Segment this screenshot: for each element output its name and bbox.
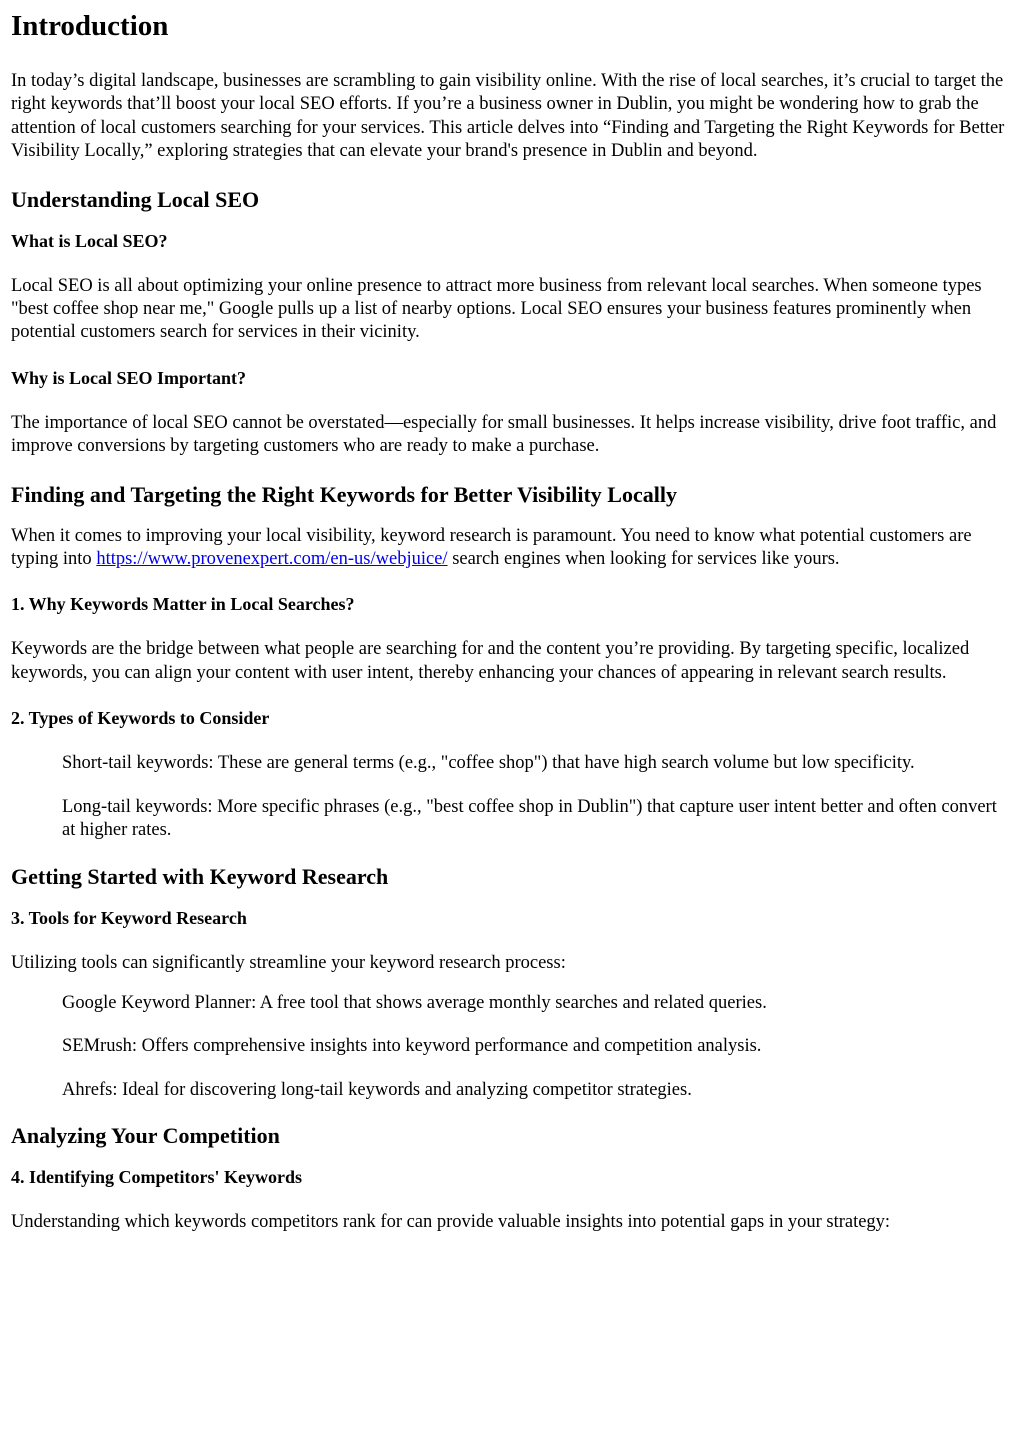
section-heading-local-seo: Understanding Local SEO bbox=[11, 186, 260, 212]
subheading-tools: 3. Tools for Keyword Research bbox=[11, 907, 247, 928]
provenexpert-link[interactable]: https://www.provenexpert.com/en-us/webjuice/ bbox=[96, 549, 448, 570]
paragraph-text-before-link: When it comes to improving your local visibility, keyword research is paramount. You need to know what potential customers are typing into bbox=[11, 525, 972, 570]
subheading-types-of-keywords: 2. Types of Keywords to Consider bbox=[11, 708, 270, 729]
paragraph-competitors: Understanding which keywords competitors rank for can provide valuable insights into potential gaps in your strategy: bbox=[11, 1212, 891, 1233]
list-item-long-tail: Long-tail keywords: More specific phrases (e.g., "best coffee shop in Dublin") that capture user intent better and often convert at higher rates. bbox=[62, 796, 997, 841]
section-heading-keywords: Finding and Targeting the Right Keywords for Better Visibility Locally bbox=[11, 481, 677, 507]
paragraph-tools-intro: Utilizing tools can significantly streamline your keyword research process: bbox=[11, 952, 566, 973]
subheading-identifying-competitors: 4. Identifying Competitors' Keywords bbox=[11, 1167, 302, 1188]
section-heading-research: Getting Started with Keyword Research bbox=[11, 863, 389, 889]
subheading-why-local-seo: Why is Local SEO Important? bbox=[11, 367, 247, 388]
paragraph-why-local-seo: The importance of local SEO cannot be overstated—especially for small businesses. It helps increase visibility, drive foot traffic, and improve conversions by targeting customers who are ready to make a purchase. bbox=[11, 412, 997, 457]
subheading-what-is-local-seo: What is Local SEO? bbox=[11, 230, 168, 251]
list-item-ahrefs: Ahrefs: Ideal for discovering long-tail keywords and analyzing competitor strategies. bbox=[62, 1079, 692, 1100]
keyword-types-list bbox=[11, 752, 1013, 842]
list-item-semrush: SEMrush: Offers comprehensive insights into keyword performance and competition analysis. bbox=[62, 1036, 762, 1057]
subheading-why-keywords-matter: 1. Why Keywords Matter in Local Searches? bbox=[11, 594, 355, 615]
list-item-short-tail: Short-tail keywords: These are general terms (e.g., "coffee shop") that have high search volume but low specificity. bbox=[62, 753, 915, 774]
paragraph-what-is-local-seo: Local SEO is all about optimizing your online presence to attract more business from relevant local searches. When someone types "best coffee shop near me," Google pulls up a list of nearby options. Local SEO ensures your business features prominently when potential customers search for services in their vicinity. bbox=[11, 275, 982, 343]
paragraph-why-keywords-matter: Keywords are the bridge between what people are searching for and the content you’re providing. By targeting specific, localized keywords, you can align your content with user intent, thereby enhancing your chances of appearing in relevant search results. bbox=[11, 639, 970, 683]
intro-paragraph: In today’s digital landscape, businesses are scrambling to gain visibility online. With the rise of local searches, it’s crucial to target the right keywords that’ll boost your local SEO efforts. If you’re a business owner in Dublin, you might be wondering how to grab the attention of local customers searching for your services. This article delves into “Finding and Targeting the Right Keywords for Better Visibility Locally,” exploring strategies that can elevate your brand's presence in Dublin and beyond. bbox=[11, 71, 1005, 162]
section-heading-competition: Analyzing Your Competition bbox=[11, 1123, 280, 1149]
list-item-google-keyword-planner: Google Keyword Planner: A free tool that shows average monthly searches and related queries. bbox=[62, 992, 767, 1013]
paragraph-text-after-link: search engines when looking for services like yours. bbox=[447, 549, 840, 570]
page-title: Introduction bbox=[11, 10, 169, 42]
tools-list bbox=[11, 992, 1013, 1102]
paragraph-keyword-research bbox=[11, 525, 1013, 572]
